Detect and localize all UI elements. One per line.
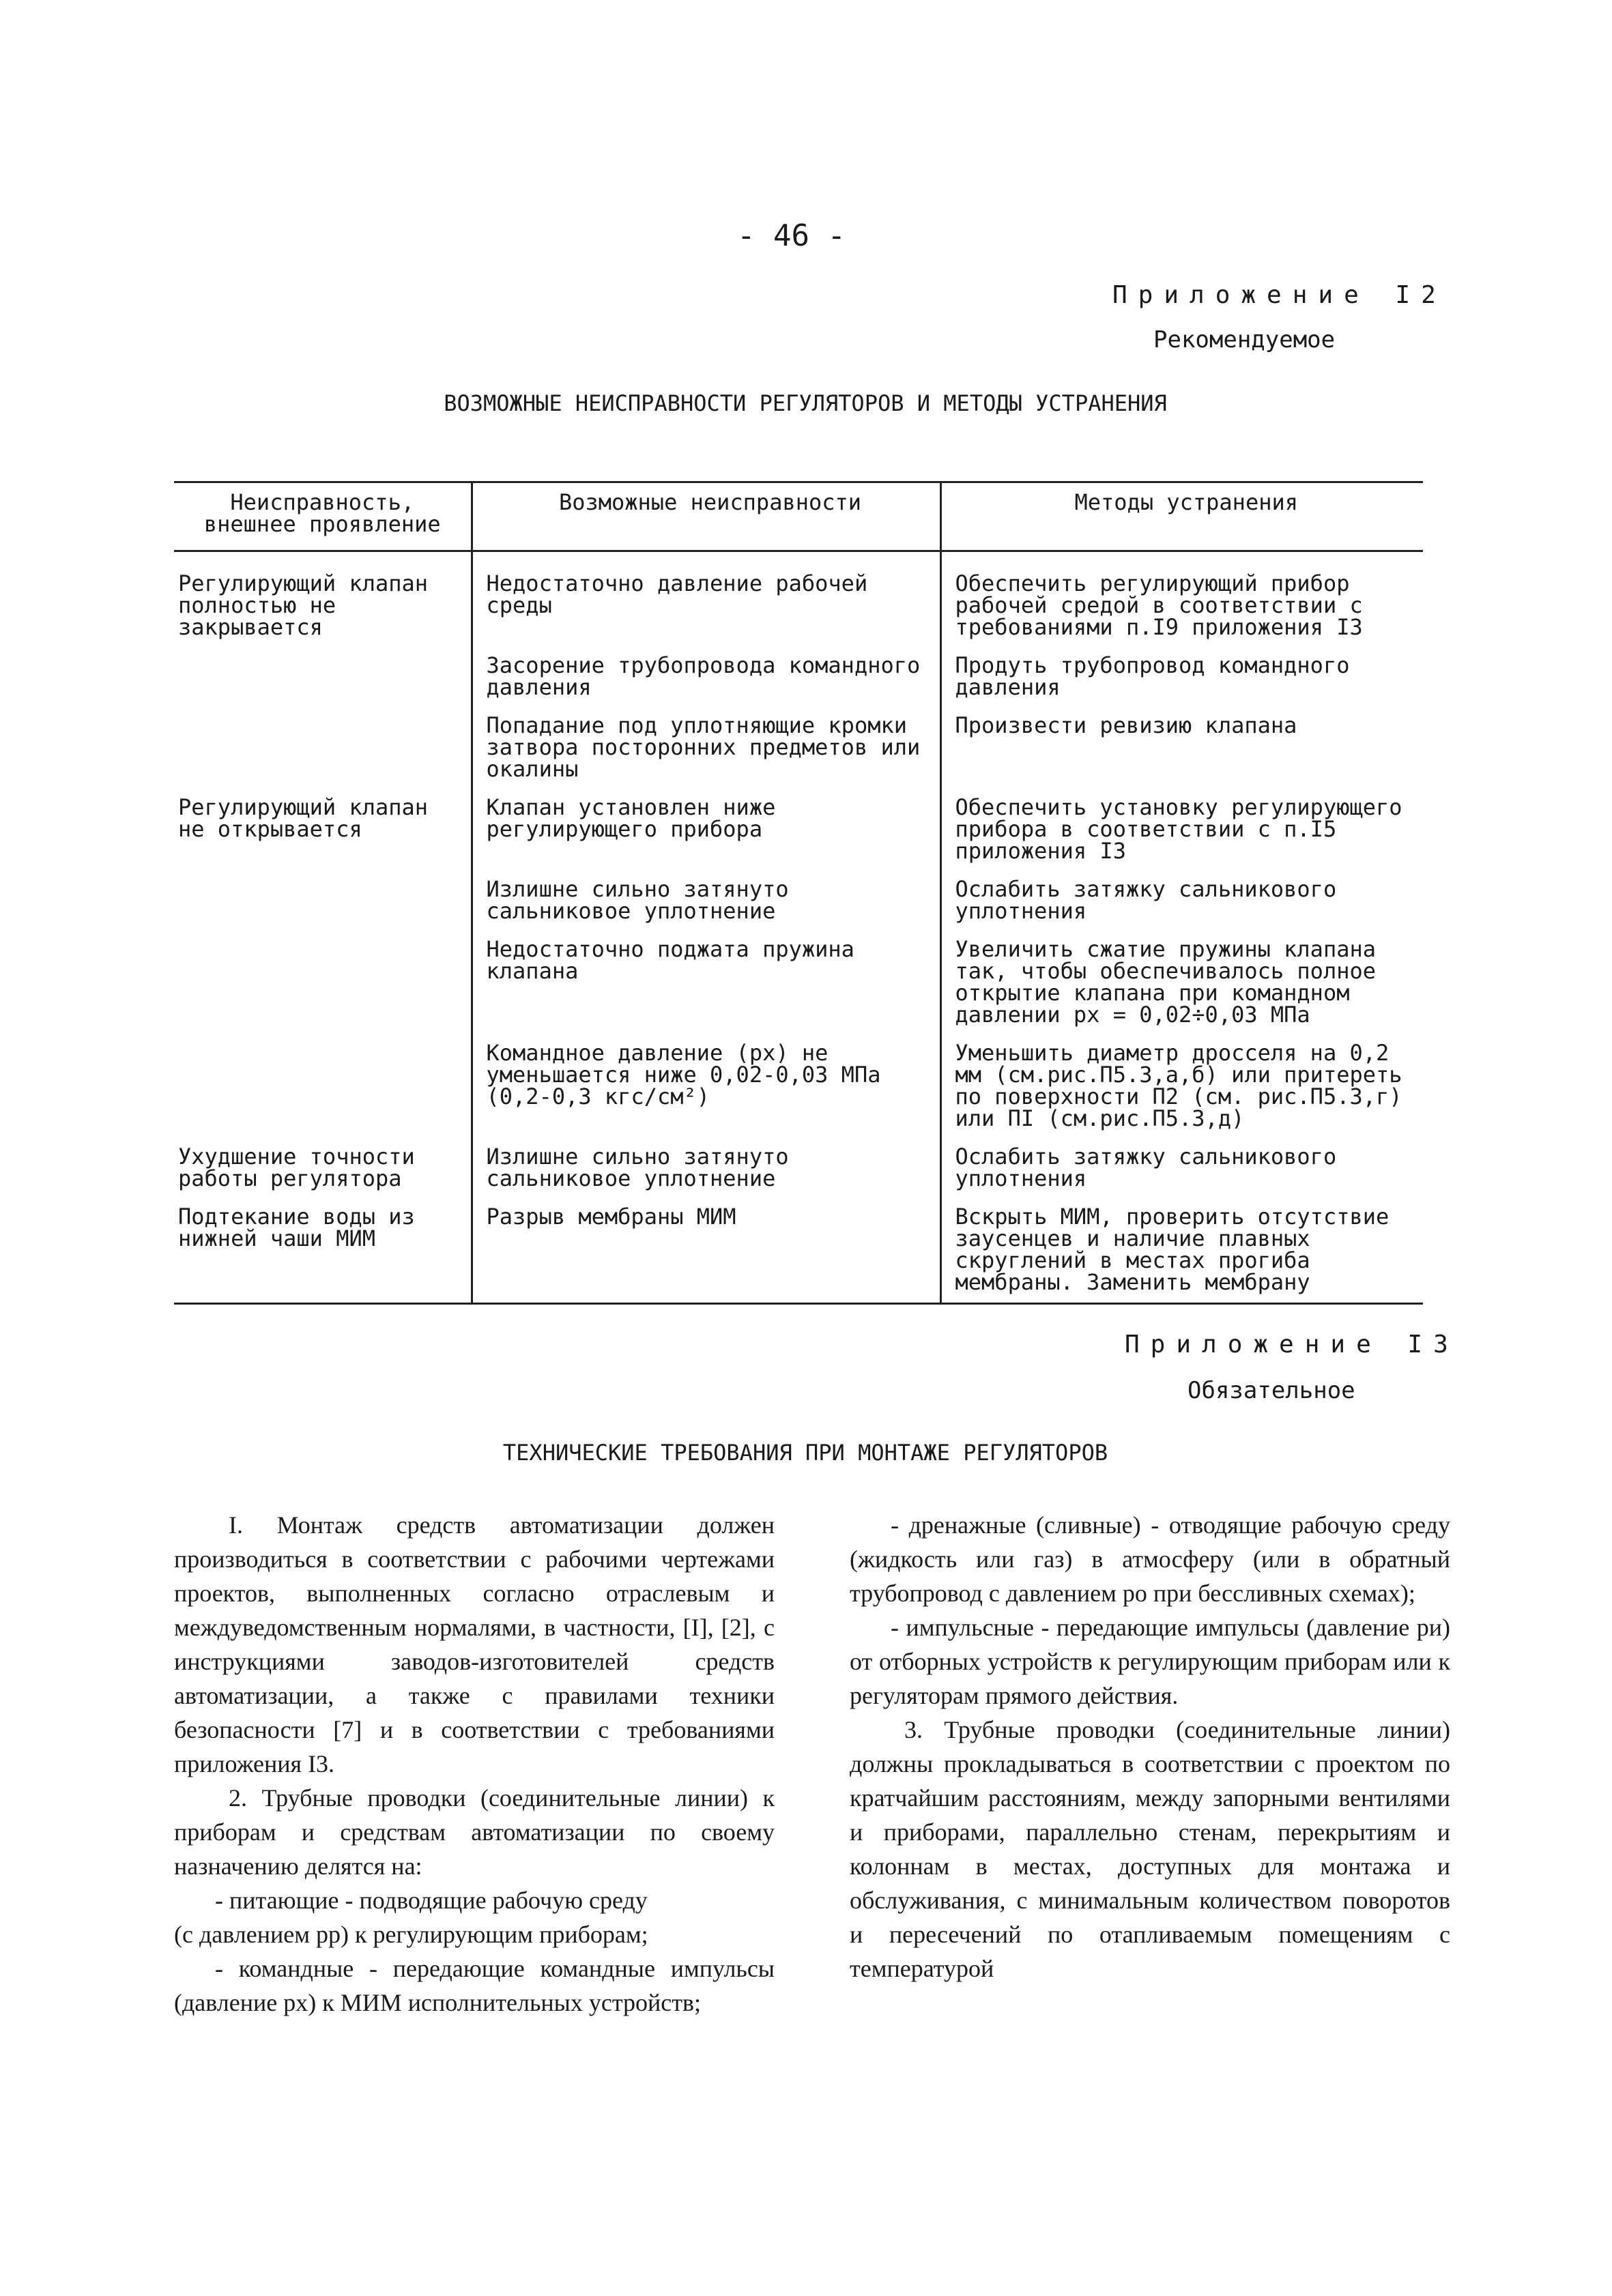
table-row bbox=[174, 702, 1423, 784]
list-item: - дренажные (сливные) - отводящие рабочую среду (жидкость или газ) в атмосферу (или в обратный трубопровод с давлением pо при бессливных схемах); bbox=[850, 1511, 1450, 1607]
table-row bbox=[174, 866, 1423, 926]
symptom-cell: Подтекание воды из нижней чаши МИМ bbox=[174, 1193, 472, 1304]
table-row bbox=[174, 926, 1423, 1030]
fix-cell: Увеличить сжатие пружины клапана так, чтобы обеспечивалось полное открытие клапана при командном давлении pх = 0,02÷0,03 МПа bbox=[940, 926, 1423, 1030]
faults-table bbox=[174, 481, 1423, 1305]
appendix-12-heading: ВОЗМОЖНЫЕ НЕИСПРАВНОСТИ РЕГУЛЯТОРОВ И МЕТОДЫ УСТРАНЕНИЯ bbox=[444, 390, 1167, 416]
appendix-13-title: Приложение I3 bbox=[1125, 1331, 1459, 1358]
table-row bbox=[174, 784, 1423, 866]
fault-cell: Недостаточно давление рабочей среды bbox=[472, 551, 940, 643]
table-row bbox=[174, 642, 1423, 702]
fault-cell: Излишне сильно затянуто сальниковое уплотнение bbox=[472, 866, 940, 926]
symptom-cell: Регулирующий клапан полностью не закрывается bbox=[178, 570, 429, 640]
list-item: - командные - передающие командные импульсы (давление pх) к МИМ исполнительных устройств; bbox=[174, 1955, 775, 2016]
appendix-12-title: Приложение I2 bbox=[1112, 281, 1447, 309]
symptom-cell: Ухудшение точности работы регулятора bbox=[178, 1144, 415, 1191]
page-number: - 46 - bbox=[737, 218, 846, 253]
table-row bbox=[174, 551, 1423, 643]
fix-cell: Ослабить затяжку сальникового уплотнения bbox=[940, 866, 1423, 926]
list-item: - импульсные - передающие импульсы (давление pи) от отборных устройств к регулирующим приборам или к регуляторам прямого действия. bbox=[850, 1614, 1450, 1709]
fault-cell: Излишне сильно затянуто сальниковое уплотнение bbox=[472, 1133, 940, 1193]
table-row bbox=[174, 1133, 1423, 1193]
symptom-cell bbox=[174, 1030, 472, 1133]
fault-cell: Попадание под уплотняющие кромки затвора посторонних предметов или окалины bbox=[472, 702, 940, 784]
symptom-cell bbox=[174, 866, 472, 926]
fault-cell: Недостаточно поджата пружина клапана bbox=[472, 926, 940, 1030]
text-column-left bbox=[174, 1508, 775, 2020]
appendix-13-status: Обязательное bbox=[1188, 1377, 1355, 1404]
fix-cell: Ослабить затяжку сальникового уплотнения bbox=[940, 1133, 1423, 1193]
fix-cell: Обеспечить установку регулирующего прибора в соответствии с п.I5 приложения I3 bbox=[940, 784, 1423, 866]
column-header: Возможные неисправности bbox=[472, 482, 940, 551]
appendix-13-heading: ТЕХНИЧЕСКИЕ ТРЕБОВАНИЯ ПРИ МОНТАЖЕ РЕГУЛЯТОРОВ bbox=[502, 1440, 1108, 1466]
symptom-cell: Регулирующий клапан не открывается bbox=[178, 794, 429, 842]
symptom-cell bbox=[174, 702, 472, 784]
fault-cell: Клапан установлен ниже регулирующего прибора bbox=[472, 784, 940, 866]
paragraph: 2. Трубные проводки (соединительные линии) к приборам и средствам автоматизации по своему назначению делятся на: bbox=[174, 1784, 775, 1880]
fix-cell: Произвести ревизию клапана bbox=[940, 702, 1423, 784]
appendix-12-status: Рекомендуемое bbox=[1153, 326, 1336, 353]
column-header: Неисправность, внешнее проявление bbox=[174, 482, 472, 551]
list-item: - питающие - подводящие рабочую среду bbox=[215, 1887, 648, 1914]
fault-cell: Командное давление (pх) не уменьшается ниже 0,02-0,03 МПа (0,2-0,3 кгс/см²) bbox=[472, 1030, 940, 1133]
fix-cell: Продуть трубопровод командного давления bbox=[940, 642, 1423, 702]
fix-cell: Вскрыть МИМ, проверить отсутствие заусенцев и наличие плавных скруглений в местах прогиба мембраны. Заменить мембрану bbox=[940, 1193, 1423, 1304]
column-header: Методы устранения bbox=[940, 482, 1423, 551]
symptom-cell bbox=[174, 642, 472, 702]
fault-cell: Засорение трубопровода командного давления bbox=[472, 642, 940, 702]
table-row bbox=[174, 1030, 1423, 1133]
symptom-cell bbox=[174, 926, 472, 1030]
paragraph: (с давлением pр) к регулирующим приборам; bbox=[174, 1921, 648, 1948]
paragraph: I. Монтаж средств автоматизации должен производиться в соответствии с рабочими чертежами проектов, выполненных согласно отраслевым и междуведомственным нормалями, в частности, [I], [2], с инструкциями заводов-изготовителей средств автоматизации, а также с правилами техники безопасности [7] и в соответствии с требованиями приложения I3. bbox=[174, 1511, 775, 1777]
fault-cell: Разрыв мембраны МИМ bbox=[472, 1193, 940, 1304]
fix-cell: Обеспечить регулирующий прибор рабочей средой в соответствии с требованиями п.I9 приложения I3 bbox=[940, 551, 1423, 643]
table-header-row bbox=[174, 482, 1423, 551]
paragraph: 3. Трубные проводки (соединительные линии) должны прокладываться в соответствии с проектом по кратчайшим расстояниям, между запорными вентилями и приборами, параллельно стенам, перекрытиям и колоннам в местах, доступных для монтажа и обслуживания, с минимальным количеством поворотов и пересечений по отапливаемым помещениям с температурой bbox=[850, 1716, 1450, 1982]
text-column-right bbox=[850, 1508, 1450, 1986]
table-row bbox=[174, 1193, 1423, 1304]
fix-cell: Уменьшить диаметр дросселя на 0,2 мм (см.рис.П5.3,а,б) или притереть по поверхности П2 (см. рис.П5.3,г) или ПI (см.рис.П5.3,д) bbox=[940, 1030, 1423, 1133]
